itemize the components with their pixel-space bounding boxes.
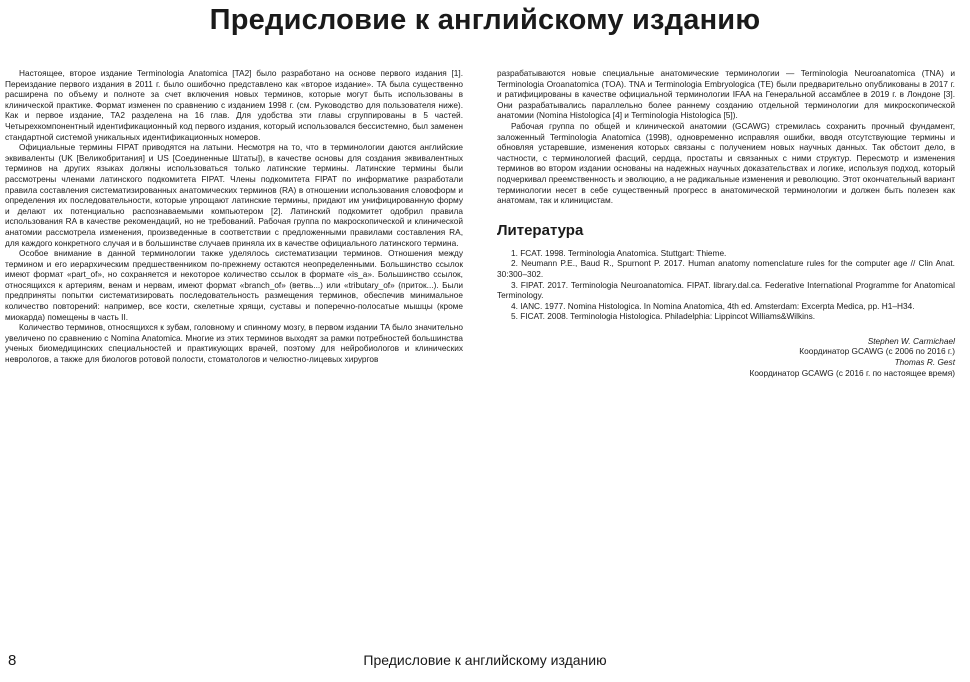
paragraph-continuation: разрабатываются новые специальные анатомические терминологии — Terminologia Neuroanatomica (TNA) и Terminologia Oroanatomica (TOA). TNA и Terminologia Embryologica (TE) были предварительно опубликованы в 2017 г. и ратифицированы в качестве официальной терминологии IFAA на Генеральной ассамблее в 2019 г. в Лондоне [3]. Они разрабатывались параллельно более раннему созданию отдельной терминологии для микроскопической анатомии (Nomina Histologica [4] и Terminologia Histologica [5]). [497,68,955,121]
signature-name: Thomas R. Gest [894,357,955,368]
paragraph: Официальные термины FIPAT приводятся на латыни. Несмотря на то, что в терминологии даются английские эквиваленты (UK [Великобритания] и US [Соединенные Штаты]), в качестве основы для создания эквивалентных терминов на других языках должны использоваться только латинские термины. Латинские термины были рассмотрены членами латинского подкомитета FIPAT. Члены подкомитета FIPAT по информатике разработали правила составления систематизированных анатомических терминов (RA) в отношении использования словоформ и определения их последовательности, которые упрощают латинские термины, придают им унифицированную форму и делают их потенциально распознаваемыми компьютером [2]. Латинский подкомитет одобрил правила использования RA в качестве рекомендаций, но не требований. Рабочая группа по макроскопической и клинической анатомии рассмотрела изменения, произведенные в соответствии с предложенными правилами составления RA, для каждого конкретного случая и в большинстве случаев приняла их в качестве официального латинского термина. [5,142,463,248]
references-heading: Литература [497,221,584,239]
reference-item: 5. FICAT. 2008. Terminologia Histologica. Philadelphia: Lippincot Williams&Wilkins. [511,311,816,322]
left-column [5,68,463,365]
references-list [497,248,955,322]
reference-item: 3. FIPAT. 2017. Terminologia Neuroanatomica. FIPAT. library.dal.ca. Federative International Programme for Anatomical Terminology. [497,279,955,301]
signature-name: Stephen W. Carmichael [867,335,955,346]
reference-item: 1. FCAT. 1998. Terminologia Anatomica. Stuttgart: Thieme. [511,247,727,258]
signature-block [497,336,955,378]
page-number: 8 [8,652,17,669]
page-title: Предисловие к английскому изданию [209,4,761,36]
paragraph: Рабочая группа по общей и клинической анатомии (GCAWG) стремилась сохранить прочный фундамент, заложенный Terminologia Anatomica (1998), одновременно исправляя ошибки, вводя отсутствующие термины и обновляя устаревшие, изменения которых связаны с получением новых научных данных. Так обстоит дело, в частности, с терминологией фасций, сердца, простаты и связанных с ними структур. Пересмотр и изменения терминов во втором издании основаны на надежных научных доказательствах и логике, используя подход, который подчеркивал преемственность и эволюцию, а не радикальные изменения и революцию. Этот окончательный вариант терминологии несет в себе существенный прогресс в анатомической терминологии и должен быть полезен как анатомам, так и клиницистам. [497,120,955,206]
paragraph: Особое внимание в данной терминологии также уделялось систематизации терминов. Отношения между термином и его иерархическим предшественником по-прежнему остаются неопределенными. Большинство ссылок имеют формат «part_of», но сохраняется и некоторое количество ссылок в формате «is_a». Большинство ссылок, относящихся к артериям, венам и нервам, имеют формат «branch_of» (ветвь...) или «tributary_of» (приток...). Были предприняты попытки систематизировать последовательность размещения терминов, обеспечив минимальное количество повторений: например, все кости, скелетные хрящи, суставы и поперечно-полосатые мышцы (кроме миокарда) помещены в часть II. [5,248,463,322]
reference-item: 2. Neumann P.E., Baud R., Spurnont P. 2017. Human anatomy nomenclature rules for the computer age // Clin Anat. 30:300–302. [497,258,955,279]
signature-role: Координатор GCAWG (с 2016 г. по настоящее время) [749,367,955,378]
running-title: Предисловие к английскому изданию [363,652,607,668]
paragraph: Количество терминов, относящихся к зубам, головному и спинному мозгу, в первом издании TA было значительно увеличено по сравнению с Nomina Anatomica. Многие из этих терминов выходят за рамки потребностей большинства ученых биомедицинских специальностей и практикующих врачей, поэтому для нейробиологов и клинических неврологов, а также для биологов ротовой полости, стоматологов и челюстно-лицевых хирургов [5,322,463,365]
right-column [497,68,955,378]
signature-role: Координатор GCAWG (с 2006 по 2016 г.) [799,346,955,357]
reference-item: 4. IANC. 1977. Nomina Histologica. In Nomina Anatomica, 4th ed. Amsterdam: Excerpta Medica, pp. H1–H34. [511,300,915,311]
paragraph: Настоящее, второе издание Terminologia Anatomica [TA2] было разработано на основе первого издания [1]. Переиздание первого издания в 2011 г. было ошибочно представлено как «второе издание». TA была существенно расширена по объему и полноте за счет включения новых терминов, которые могут быть использованы в клинической практике. Формат изменен по сравнению с изданием 1998 г. (см. Руководство для пользователя ниже). Как и первое издание, TA2 разделена на 16 глав. Для удобства эти главы сгруппированы в 5 частей. Четырехкомпонентный идентификационный код первого издания, который использовался бессистемно, был заменен стандартной системой уникальных идентификационных номеров. [5,68,463,142]
